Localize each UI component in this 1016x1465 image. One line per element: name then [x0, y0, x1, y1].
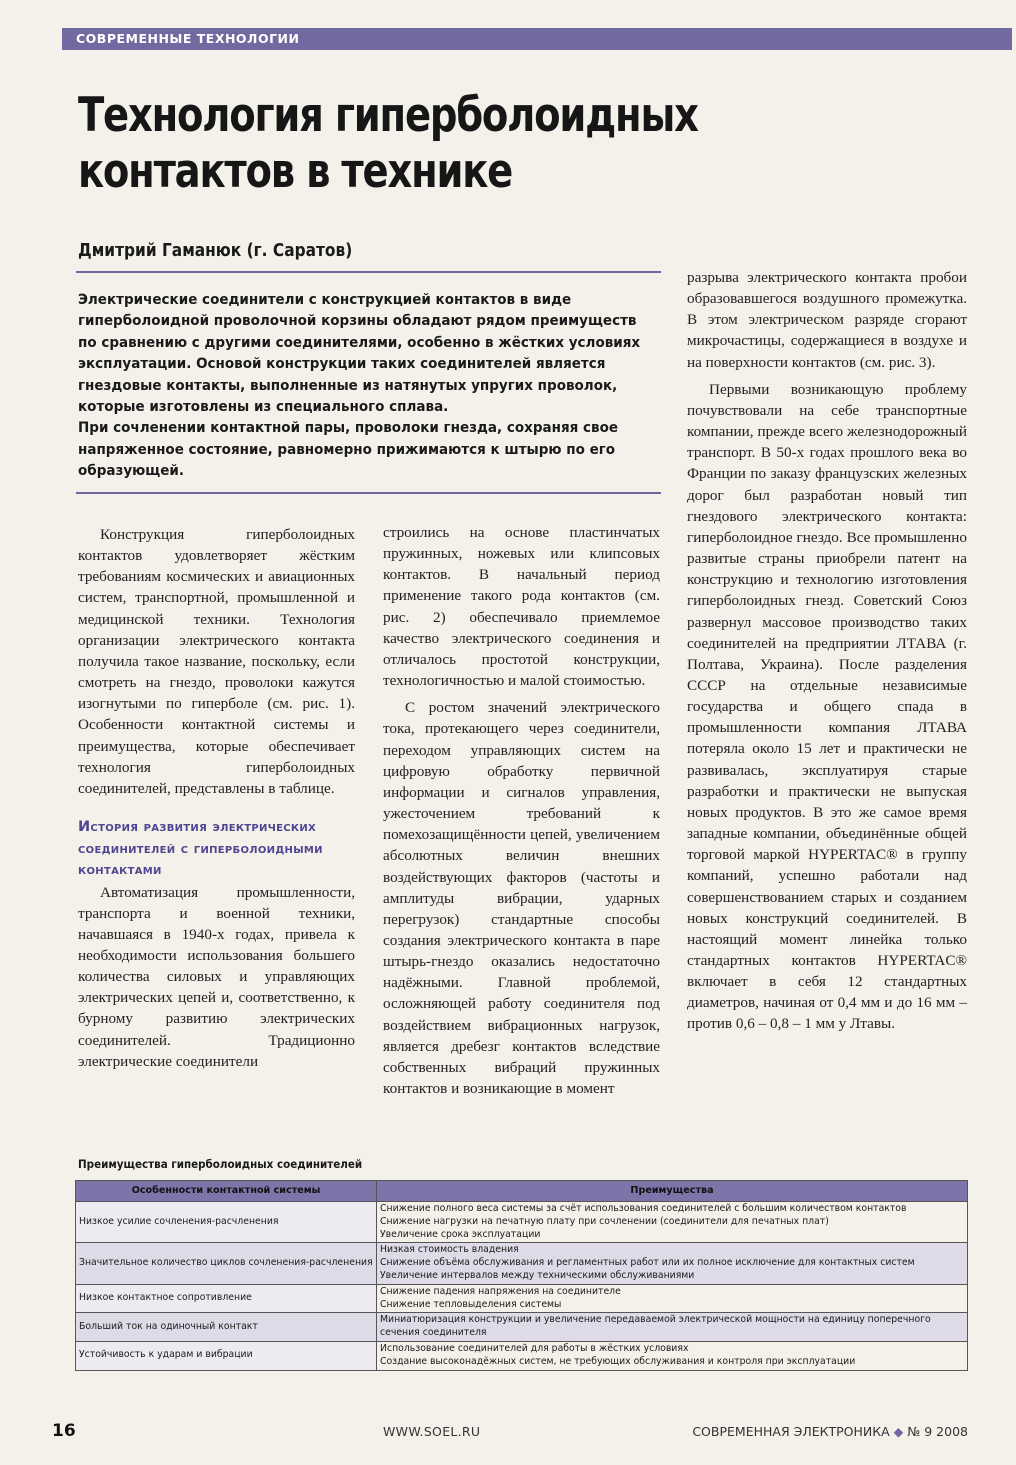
- feature-cell: Устойчивость к ударам и вибрации: [76, 1341, 377, 1370]
- journal-name: СОВРЕМЕННАЯ ЭЛЕКТРОНИКА: [692, 1424, 890, 1439]
- page-number: 16: [52, 1421, 76, 1441]
- benefit-line: Низкая стоимость владения: [380, 1244, 519, 1256]
- table-header-cell: Особенности контактной системы: [76, 1181, 377, 1202]
- benefit-line: Использование соединителей для работы в жёстких условиях: [380, 1342, 689, 1354]
- benefit-line: Снижение падения напряжения на соединителе: [380, 1285, 621, 1297]
- lead-text: Электрические соединители с конструкцией контактов в виде гиперболоидной проволочной корзины обладают рядом преимуществ по сравнению с другими соединителями, особенно в жёстких условиях эксплуатации. Основой конструкции таких соединителей является гнездовые контакты, выполненные из натянутых упругих проволок, которые изготовлены из специального сплава.: [78, 292, 641, 416]
- table-header-row: [76, 1181, 968, 1202]
- website-link[interactable]: WWW.SOEL.RU: [383, 1424, 481, 1439]
- section-subheading: История развития электрических соединителей с гиперболоидными контактами: [78, 819, 323, 879]
- benefit-line: Снижение полного веса системы за счёт использования соединителей с большим количеством контактов: [380, 1203, 907, 1214]
- feature-cell: Низкое усилие сочленения-расчленения: [76, 1202, 377, 1243]
- author-byline: Дмитрий Гаманюк (г. Саратов): [78, 241, 353, 261]
- divider: [76, 492, 661, 494]
- table-row: [76, 1243, 968, 1284]
- journal-info: [692, 1424, 968, 1439]
- benefit-line: Снижение объёма обслуживания и регламентных работ или их полное исключение для контактных систем: [380, 1257, 915, 1269]
- table-row: [76, 1341, 968, 1370]
- paragraph: строились на основе пластинчатых пружинных, ножевых или клипсовых контактов. В начальный период применение такого рода контактов (см. рис. 2) обеспечивало приемлемое качество электрического соединения и отличалось простотой конструкции, технологичностью и малой стоимостью.: [383, 524, 660, 690]
- benefit-line: Создание высоконадёжных систем, не требующих обслуживания и контроля при эксплуатации: [380, 1355, 856, 1367]
- benefits-cell: [377, 1202, 968, 1243]
- table-row: [76, 1313, 968, 1342]
- issue-number: № 9 2008: [907, 1424, 968, 1439]
- paragraph: Конструкция гиперболоидных контактов удовлетворяет жёстким требованиям космических и авиационных систем, транспортной, промышленной и медицинской техники. Технология организации электрического контакта получила такое название, поскольку, если смотреть на гнездо, проволоки кажутся изогнутыми по гиперболе (см. рис. 1). Особенности контактной системы и преимущества, которые обеспечивает технология гиперболоидных соединителей, представлены в таблице.: [78, 526, 355, 797]
- table-row: [76, 1202, 968, 1243]
- text-column-1: [78, 524, 355, 1072]
- table-row: [76, 1284, 968, 1313]
- feature-cell: Значительное количество циклов сочленения-расчленения: [76, 1243, 377, 1284]
- article-title: [78, 88, 701, 200]
- diamond-icon: ◆: [893, 1424, 904, 1439]
- advantages-table: [75, 1180, 968, 1371]
- feature-cell: Низкое контактное сопротивление: [76, 1284, 377, 1313]
- lead-text: При сочленении контактной пары, проволоки гнезда, сохраняя свое напряженное состояние, равномерно прижимаются к штырю по его образующей.: [78, 420, 619, 480]
- benefit-line: Снижение тепловыделения системы: [380, 1298, 562, 1310]
- divider: [76, 271, 661, 273]
- paragraph: разрыва электрического контакта пробои образовавшегося воздушного промежутка. В этом электрическом разряде сгорают микрочастицы, содержащиеся в воздухе и на поверхности контактов (см. рис. 3).: [687, 269, 967, 371]
- table-header-cell: Преимущества: [377, 1181, 968, 1202]
- section-label: СОВРЕМЕННЫЕ ТЕХНОЛОГИИ: [76, 31, 300, 46]
- lead-paragraph: [78, 290, 657, 483]
- benefit-line: Увеличение срока эксплуатации: [380, 1228, 541, 1240]
- benefits-cell: [377, 1313, 968, 1342]
- paragraph: Автоматизация промышленности, транспорта и военной техники, начавшаяся в 1940-х годах, привела к необходимости использования большего количества силовых и управляющих электрических цепей и, соответственно, к бурному развитию электрических соединителей. Традиционно электрические соединители: [78, 883, 355, 1070]
- table-caption: Преимущества гиперболоидных соединителей: [78, 1157, 363, 1171]
- paragraph: С ростом значений электрического тока, протекающего через соединители, переходом управляющих систем на цифровую обработку первичной информации и сигналов управления, ужесточением требований к помехозащищённости цепей, увеличением абсолютных величин внешних воздействующих факторов (частоты и амплитуды вибрации, ударных перегрузок) стандартные способы создания электрического контакта в паре штырь-гнездо оказались недостаточно надёжными. Главной проблемой, осложняющей работу соединителя под воздействием вибрационных нагрузок, является дребезг контактов вследствие собственных вибраций пружинных контактов и возникающие в момент: [383, 699, 660, 1098]
- text-column-2: [383, 522, 660, 1099]
- benefit-line: Снижение нагрузки на печатную плату при сочленении (соединители для печатных плат): [380, 1215, 829, 1227]
- benefits-cell: [377, 1284, 968, 1313]
- feature-cell: Больший ток на одиночный контакт: [76, 1313, 377, 1342]
- title-line: Технология гиперболоидных: [78, 88, 698, 143]
- benefits-cell: [377, 1341, 968, 1370]
- benefit-line: Увеличение интервалов между техническими обслуживаниями: [380, 1269, 695, 1281]
- section-bar: [62, 28, 1012, 50]
- title-line: контактов в технике: [78, 144, 513, 199]
- text-column-3: [687, 267, 967, 1035]
- paragraph: Первыми возникающую проблему почувствовали на себе транспортные компании, прежде всего железнодорожный транспорт. В 50-х годах прошлого века во Франции по заказу французских железных дорог был разработан новый тип гнездового электрического контакта: гиперболоидное гнездо. Все промышленно развитые страны приобрели патент на конструкцию и технологию изготовления гиперболоидных гнезд. Советский Союз развернул массовое производство таких соединителей на предприятии ЛТАВА (г. Полтава, Украина). После разделения СССР на отдельные независимые государства и общего спада в промышленности компания ЛТАВА потеряла около 15 лет и практически не развивалась, эксплуатируя старые разработки и практически не выпуская новых продуктов. В это же самое время западные компании, объединённые общей торговой маркой HYPERTAC® в группу компаний, успешно работали над совершенствованием старых и созданием новых конструкций соединителей. В настоящий момент линейка только стандартных контактов HYPERTAC® включает в себя 12 стандартных диаметров, начиная от 0,4 мм и до 16 мм – против 0,6 – 0,8 – 1 мм у Лтавы.: [687, 380, 967, 1033]
- benefit-line: Миниатюризация конструкции и увеличение передаваемой электрической мощности на единицу поперечного сечения соединителя: [380, 1314, 931, 1339]
- benefits-cell: [377, 1243, 968, 1284]
